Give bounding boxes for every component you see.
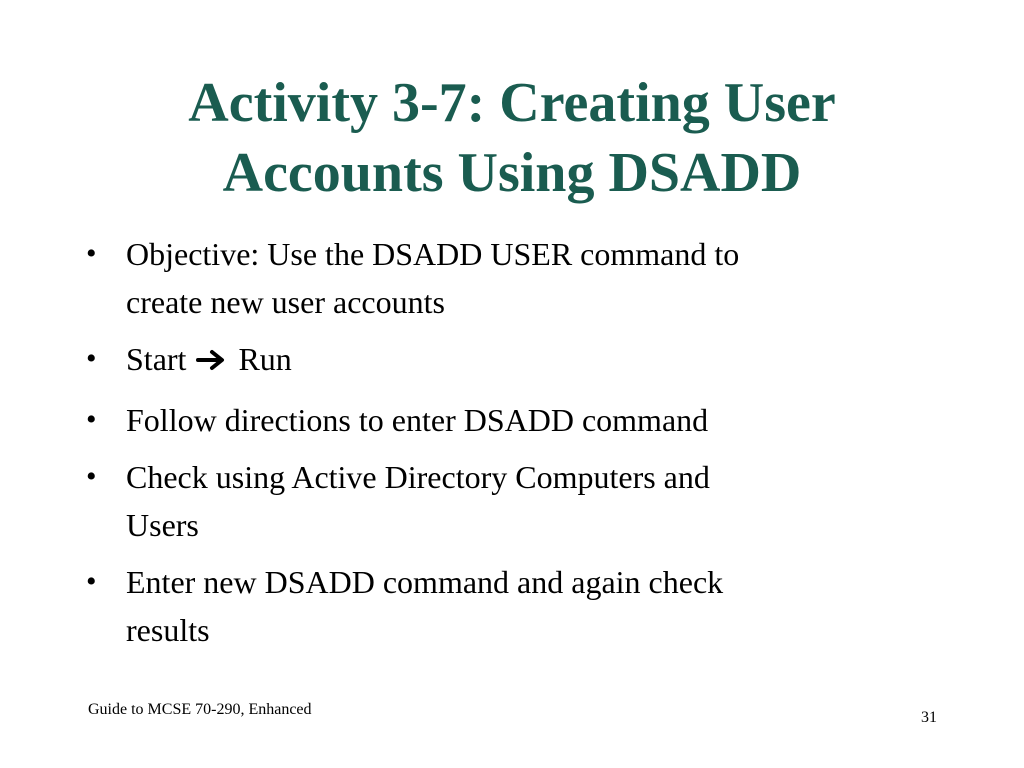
bullet-enter-new — [86, 558, 906, 654]
slide-footer: Guide to MCSE 70-290, Enhanced — [88, 701, 312, 718]
bullet-marker: • — [86, 237, 97, 270]
bullet-marker: • — [86, 402, 97, 436]
bullet-marker: • — [86, 564, 97, 598]
title-line-2: Accounts Using DSADD — [222, 142, 802, 204]
bullet-text-run: Run — [238, 341, 292, 377]
page-number: 31 — [921, 709, 937, 726]
bullet-text-line-1: Check using Active Directory Computers and — [126, 458, 710, 495]
bullet-objective — [86, 230, 906, 326]
bullet-text-line-2: results — [126, 611, 210, 648]
bullet-marker: • — [86, 342, 97, 375]
bullet-check-ad — [86, 453, 906, 549]
bullet-list — [86, 230, 906, 663]
bullet-text-line-1: Follow directions to enter DSADD command — [126, 401, 709, 438]
bullet-text-line-2: create new user accounts — [126, 284, 445, 320]
bullet-text-start: Start — [126, 341, 187, 377]
right-arrow-icon — [196, 336, 228, 384]
slide-title — [60, 68, 964, 208]
bullet-start-run — [86, 335, 906, 387]
bullet-text-line-1: Enter new DSADD command and again check — [126, 563, 724, 600]
bullet-text-line-1: Objective: Use the DSADD USER command to — [126, 236, 740, 272]
bullet-follow-directions — [86, 396, 906, 444]
bullet-marker: • — [86, 459, 97, 493]
title-line-1: Activity 3-7: Creating User — [188, 72, 836, 134]
bullet-text-line-2: Users — [126, 506, 199, 543]
